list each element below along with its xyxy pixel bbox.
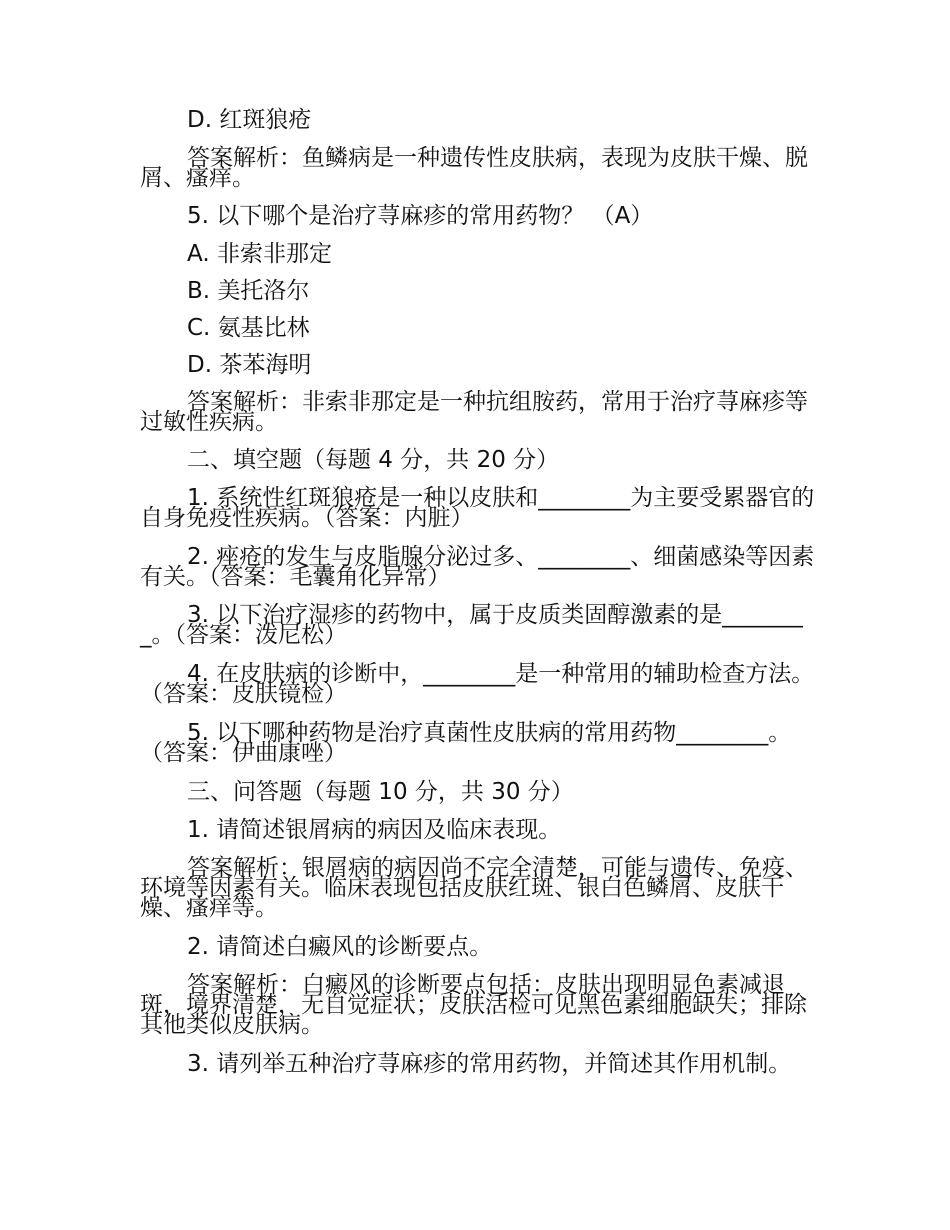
essay-question-3: 3. 请列举五种治疗荨麻疹的常用药物，并简述其作用机制。 xyxy=(187,1051,792,1077)
option-d-dimenhydrinate: D. 茶苯海明 xyxy=(187,352,312,378)
fill-in-question-4: 4. 在皮肤病的诊断中，________是一种常用的辅助检查方法。（答案：皮肤镜检） xyxy=(140,661,815,707)
option-c-aminophenazone: C. 氨基比林 xyxy=(187,315,310,341)
section-heading-essay: 三、问答题（每题 10 分，共 30 分） xyxy=(187,779,574,805)
fill-in-question-3: 3. 以下治疗湿疹的药物中，属于皮质类固醇激素的是________。（答案：泼尼松） xyxy=(140,602,803,648)
answer-explanation-psoriasis: 答案解析：银屑病的病因尚不完全清楚，可能与遗传、免疫、环境等因素有关。临床表现包括皮肤红斑、银白色鳞屑、皮肤干燥、瘙痒等。 xyxy=(140,855,808,921)
fill-in-question-5: 5. 以下哪种药物是治疗真菌性皮肤病的常用药物________。（答案：伊曲康唑） xyxy=(140,720,792,766)
option-b-metoprolol: B. 美托洛尔 xyxy=(187,278,310,304)
answer-explanation-ichthyosis: 答案解析：鱼鳞病是一种遗传性皮肤病，表现为皮肤干燥、脱屑、瘙痒。 xyxy=(140,145,808,191)
essay-question-2: 2. 请简述白癜风的诊断要点。 xyxy=(187,934,493,960)
essay-question-1: 1. 请简述银屑病的病因及临床表现。 xyxy=(187,817,562,843)
answer-explanation-vitiligo: 答案解析：白癜风的诊断要点包括：皮肤出现明显色素减退斑，境界清楚，无自觉症状；皮肤活检可见黑色素细胞缺失；排除其他类似皮肤病。 xyxy=(140,972,807,1038)
option-a-fexofenadine: A. 非索非那定 xyxy=(187,241,332,267)
answer-explanation-fexofenadine: 答案解析：非索非那定是一种抗组胺药，常用于治疗荨麻疹等过敏性疾病。 xyxy=(140,389,808,435)
question-5-urticaria: 5. 以下哪个是治疗荨麻疹的常用药物？ （A） xyxy=(187,203,654,229)
fill-in-question-1: 1. 系统性红斑狼疮是一种以皮肤和________为主要受累器官的自身免疫性疾病。（答案：内脏） xyxy=(140,485,815,531)
fill-in-question-2: 2. 痤疮的发生与皮脂腺分泌过多、________、细菌感染等因素有关。（答案：毛囊角化异常） xyxy=(140,544,815,590)
section-heading-fill-in: 二、填空题（每题 4 分，共 20 分） xyxy=(187,447,560,473)
option-d-lupus: D. 红斑狼疮 xyxy=(187,107,312,133)
